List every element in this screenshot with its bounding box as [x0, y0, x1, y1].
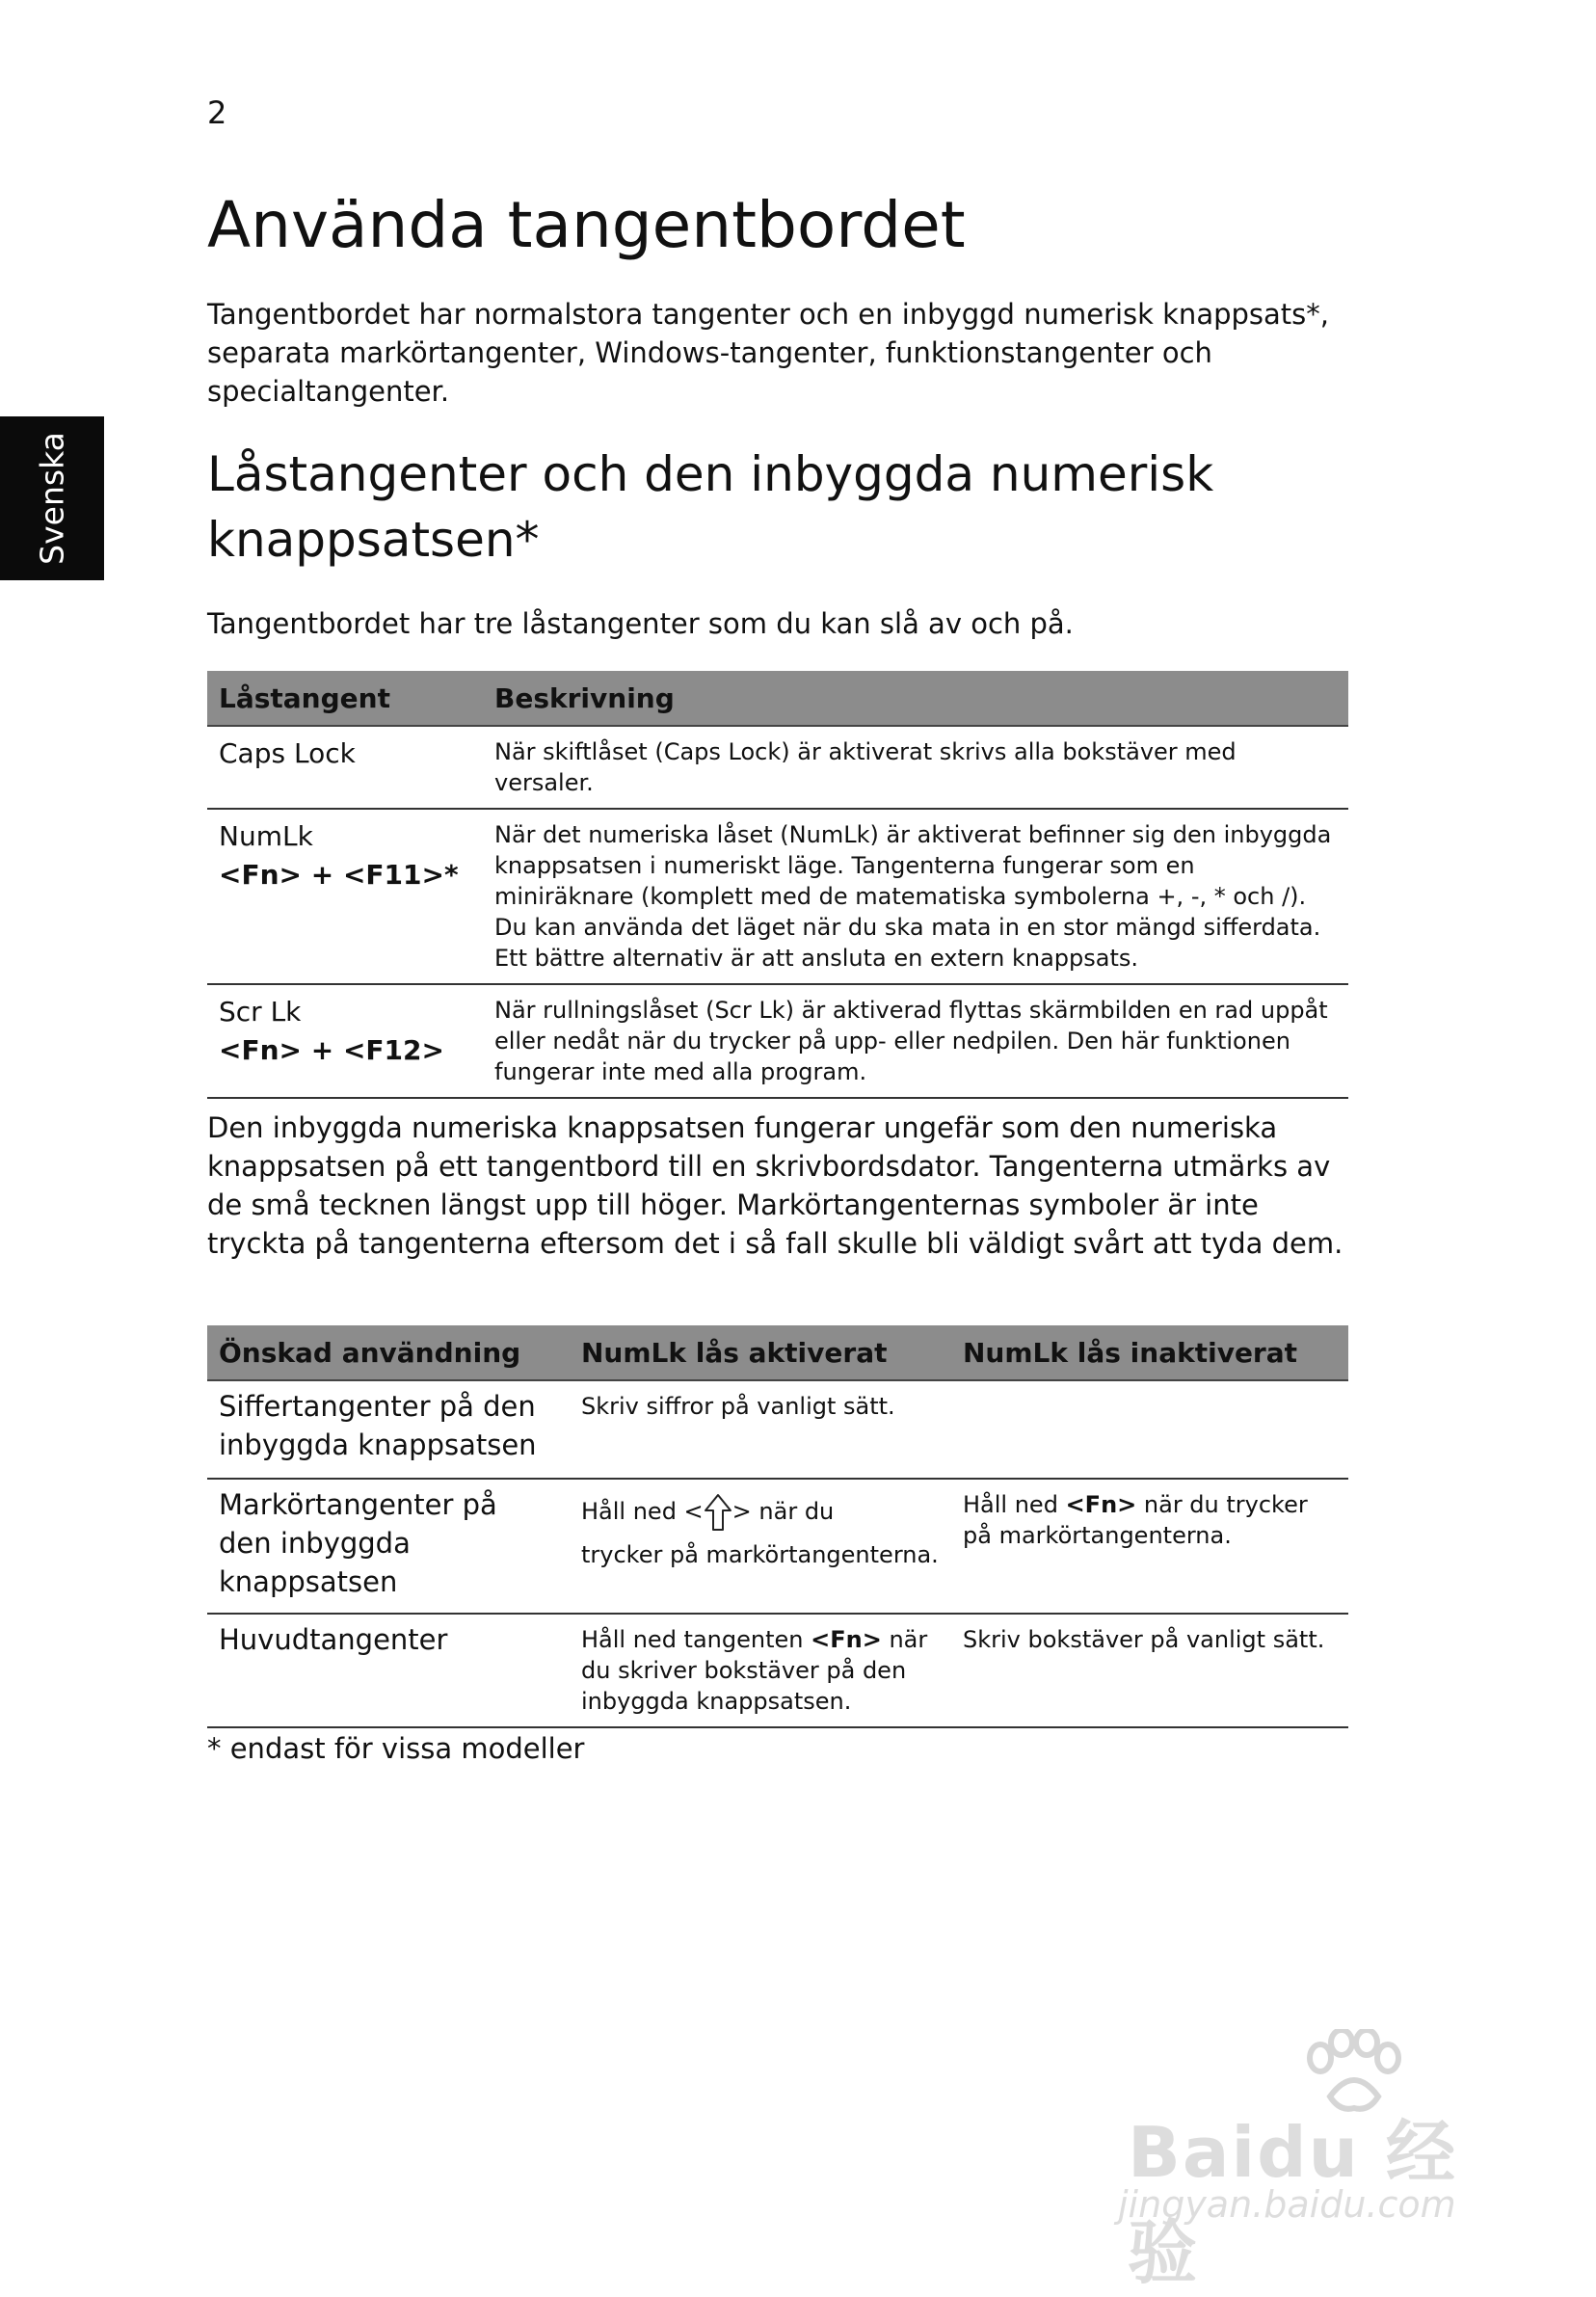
instruction-text: Håll ned < [581, 1498, 704, 1525]
instruction-text: när du trycker på markörtangenterna. [963, 1491, 1308, 1549]
watermark-brand: Baidu 经验 [1128, 2112, 1458, 2293]
usage-cell: Huvudtangenter [207, 1614, 570, 1727]
table-row [207, 984, 1348, 1098]
table-row [207, 809, 1348, 984]
page-number: 2 [207, 94, 227, 131]
lock-key-name: Scr Lk [219, 996, 302, 1028]
language-side-tab [0, 416, 104, 580]
column-header: NumLk lås aktiverat [570, 1325, 951, 1380]
numlk-on-cell [570, 1614, 951, 1727]
table-header-row [207, 1325, 1348, 1380]
table-row [207, 726, 1348, 809]
usage-cell: Siffertangenter på den inbyggda knappsatsen [207, 1380, 570, 1479]
section-heading: Låstangenter och den inbyggda numerisk knappsatsen* [207, 446, 1214, 568]
numlk-on-cell: Skriv siffror på vanligt sätt. [570, 1380, 951, 1479]
numlk-off-cell: Skriv bokstäver på vanligt sätt. [951, 1614, 1348, 1727]
lock-description-cell: När rullningslåset (Scr Lk) är aktiverad flyttas skärmbilden en rad uppåt eller nedåt när du trycker på upp- eller nedpilen. Den här funktionen fungerar inte med alla program. [483, 984, 1348, 1098]
lock-description-cell: När skiftlåset (Caps Lock) är aktiverat skrivs alla bokstäver med versaler. [483, 726, 1348, 809]
numlk-on-cell [570, 1479, 951, 1614]
instruction-text: Håll ned tangenten [581, 1626, 811, 1653]
key-combo: <Fn> + <F12> [219, 1034, 444, 1066]
table-header-row [207, 671, 1348, 726]
column-header: NumLk lås inaktiverat [951, 1325, 1348, 1380]
lock-key-name: Caps Lock [219, 737, 356, 769]
section-lead: Tangentbordet har tre låstangenter som du kan slå av och på. [207, 607, 1074, 640]
usage-table [207, 1325, 1348, 1728]
table-row [207, 1479, 1348, 1614]
instruction-text: när du skriver bokstäver på den inbyggda knappsatsen. [581, 1626, 928, 1715]
side-tab-label: Svenska [33, 432, 71, 565]
page-title: Använda tangentbordet [207, 188, 966, 262]
instruction-text: > när du [732, 1498, 835, 1525]
instruction-text: Håll ned [963, 1491, 1066, 1518]
column-header: Önskad användning [207, 1325, 570, 1380]
lock-description-cell: När det numeriska låset (NumLk) är aktiverat befinner sig den inbyggda knappsatsen i numeriskt läge. Tangenterna fungerar som en miniräknare (komplett med de matematiska symbolerna +, -, * och /). Du kan använda det läget när du ska mata in en stor mängd sifferdata. Ett bättre alternativ är att ansluta en extern knappsats. [483, 809, 1348, 984]
column-header: Beskrivning [483, 671, 1348, 726]
lock-keys-table [207, 671, 1348, 1099]
lock-key-cell [207, 726, 483, 809]
instruction-text: trycker på markörtangenterna. [581, 1541, 939, 1568]
key-name: <Fn> [1065, 1491, 1137, 1518]
lock-key-cell [207, 809, 483, 984]
lock-key-name: NumLk [219, 820, 313, 852]
lock-key-cell [207, 984, 483, 1098]
usage-cell: Markörtangenter på den inbyggda knappsatsen [207, 1479, 570, 1614]
shift-arrow-icon [704, 1493, 732, 1532]
column-header: Låstangent [207, 671, 483, 726]
numlk-off-cell [951, 1479, 1348, 1614]
table-row [207, 1614, 1348, 1727]
table-row [207, 1380, 1348, 1479]
body-paragraph: Den inbyggda numeriska knappsatsen fungerar ungefär som den numeriska knappsatsen på ett tangentbord till en skrivbordsdator. Tangenterna utmärks av de små tecknen längst upp till höger. Markörtangenternas symboler är inte tryckta på tangenterna eftersom det i så fall skulle bli väldigt svårt att tyda dem. [207, 1111, 1343, 1260]
intro-paragraph: Tangentbordet har normalstora tangenter och en inbyggd numerisk knappsats*, separata markörtangenter, Windows-tangenter, funktionstangenter och specialtangenter. [207, 298, 1329, 408]
key-name: <Fn> [811, 1626, 882, 1653]
key-combo: <Fn> + <F11>* [219, 859, 459, 891]
footnote: * endast för vissa modeller [207, 1732, 585, 1765]
numlk-off-cell [951, 1380, 1348, 1479]
watermark-url: jingyan.baidu.com [1118, 2183, 1456, 2226]
watermark [1118, 2029, 1503, 2293]
